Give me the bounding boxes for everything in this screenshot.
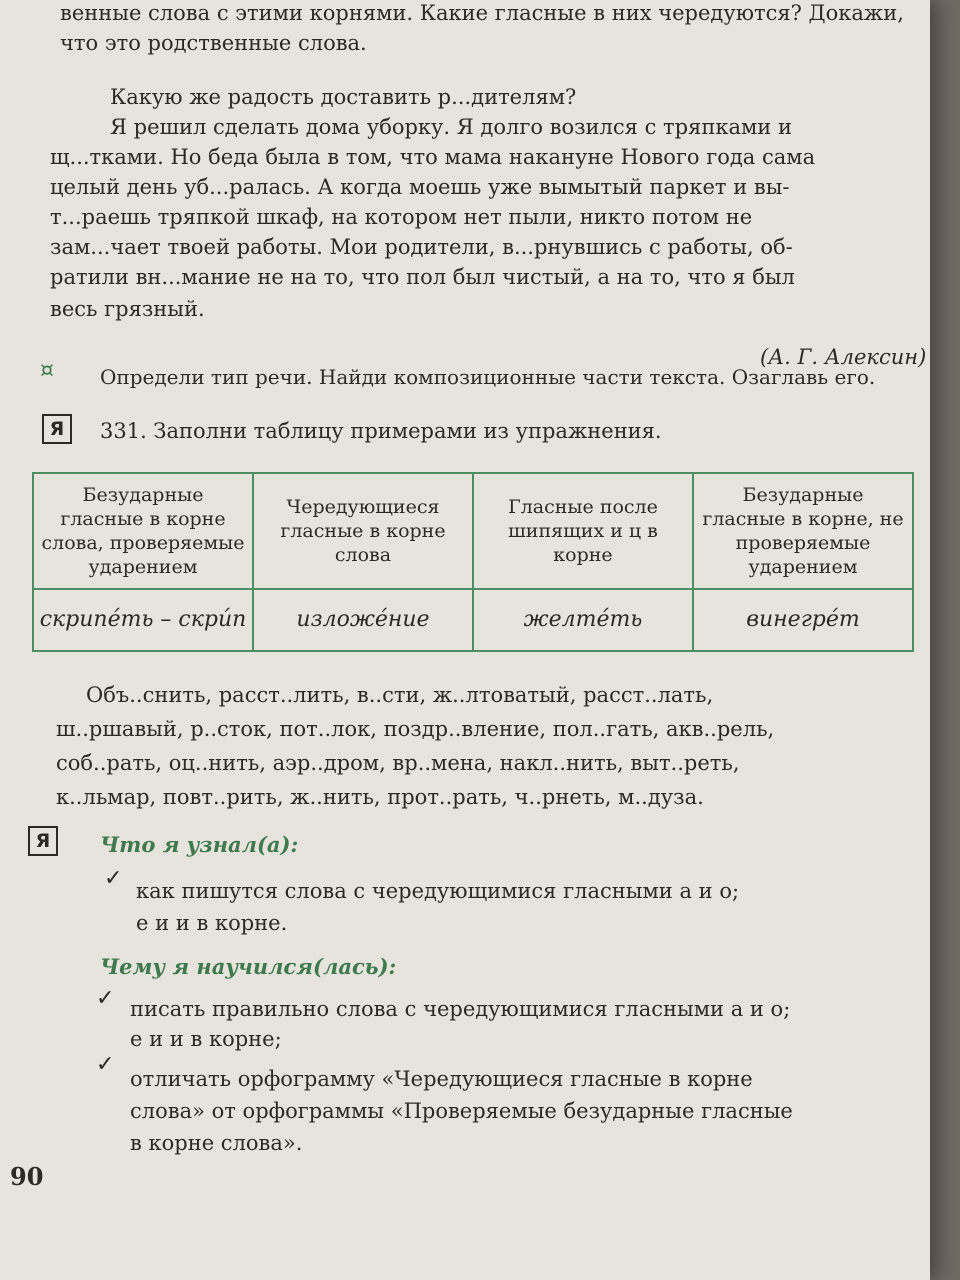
table-header: Безударные гласные в корне, не проверяемые ударением	[693, 473, 913, 589]
word-list-line: соб..рать, оц..нить, аэр..дром, вр..мена, накл..нить, выт..реть,	[56, 751, 740, 775]
skill-line: в корне слова».	[130, 1131, 303, 1155]
checkmark-icon: ✓	[104, 866, 123, 891]
text-title: Какую же радость доставить р...дителям?	[110, 85, 577, 109]
learned-line: е и и в корне.	[136, 911, 288, 935]
text-line: Я решил сделать дома уборку. Я долго возился с тряпками и	[110, 115, 792, 139]
author-credit: (А. Г. Алексин)	[760, 345, 927, 369]
skill-line: отличать орфограмму «Чередующиеся гласные в корне	[130, 1067, 753, 1091]
word-list-line: ш..ршавый, р..сток, пот..лок, поздр..вление, пол..гать, акв..рель,	[56, 717, 775, 741]
intro-line: что это родственные слова.	[60, 31, 367, 55]
learned-line: как пишутся слова с чередующимися гласными а и о;	[136, 879, 740, 903]
summary-badge: Я	[28, 826, 58, 856]
exercise-text: 331. Заполни таблицу примерами из упражнения.	[100, 419, 662, 443]
skill-line: слова» от орфограммы «Проверяемые безударные гласные	[130, 1099, 793, 1123]
table-cell: скрипе́ть – скри́п	[33, 589, 253, 651]
task-instruction: Определи тип речи. Найди композиционные части текста. Озаглавь его.	[100, 365, 876, 389]
spelling-table	[32, 472, 914, 652]
text-line: ратили вн...мание не на то, что пол был чистый, а на то, что я был	[50, 265, 795, 289]
checkmark-icon: ✓	[96, 1052, 115, 1077]
page-number: 90	[10, 1162, 44, 1191]
learned-heading: Что я узнал(а):	[100, 832, 299, 857]
text-line: весь грязный.	[50, 297, 205, 321]
text-line: зам...чает твоей работы. Мои родители, в...рнувшись с работы, об-	[50, 235, 793, 259]
word-list-line: Объ..снить, расст..лить, в..сти, ж..лтоватый, расст..лать,	[86, 683, 714, 707]
table-header: Безударные гласные в корне слова, проверяемые ударением	[33, 473, 253, 589]
table-cell: желте́ть	[473, 589, 693, 651]
skills-heading: Чему я научился(лась):	[100, 954, 397, 979]
skill-line: е и и в корне;	[130, 1027, 282, 1051]
skill-line: писать правильно слова с чередующимися гласными а и о;	[130, 997, 791, 1021]
table-cell: изложе́ние	[253, 589, 473, 651]
intro-line: венные слова с этими корнями. Какие гласные в них чередуются? Докажи,	[60, 1, 904, 25]
exercise-badge: Я	[42, 414, 72, 444]
checkmark-icon: ✓	[96, 986, 115, 1011]
text-line: т...раешь тряпкой шкаф, на котором нет пыли, никто потом не	[50, 205, 753, 229]
text-line: щ...тками. Но беда была в том, что мама накануне Нового года сама	[50, 145, 816, 169]
text-line: целый день уб...ралась. А когда моешь уже вымытый паркет и вы-	[50, 175, 790, 199]
table-header: Чередующиеся гласные в корне слова	[253, 473, 473, 589]
task-marker-icon: ¤	[40, 358, 54, 383]
word-list-line: к..льмар, повт..рить, ж..нить, прот..рать, ч..рнеть, м..дуза.	[56, 785, 704, 809]
table-header: Гласные после шипящих и ц в корне	[473, 473, 693, 589]
table-cell: винегре́т	[693, 589, 913, 651]
